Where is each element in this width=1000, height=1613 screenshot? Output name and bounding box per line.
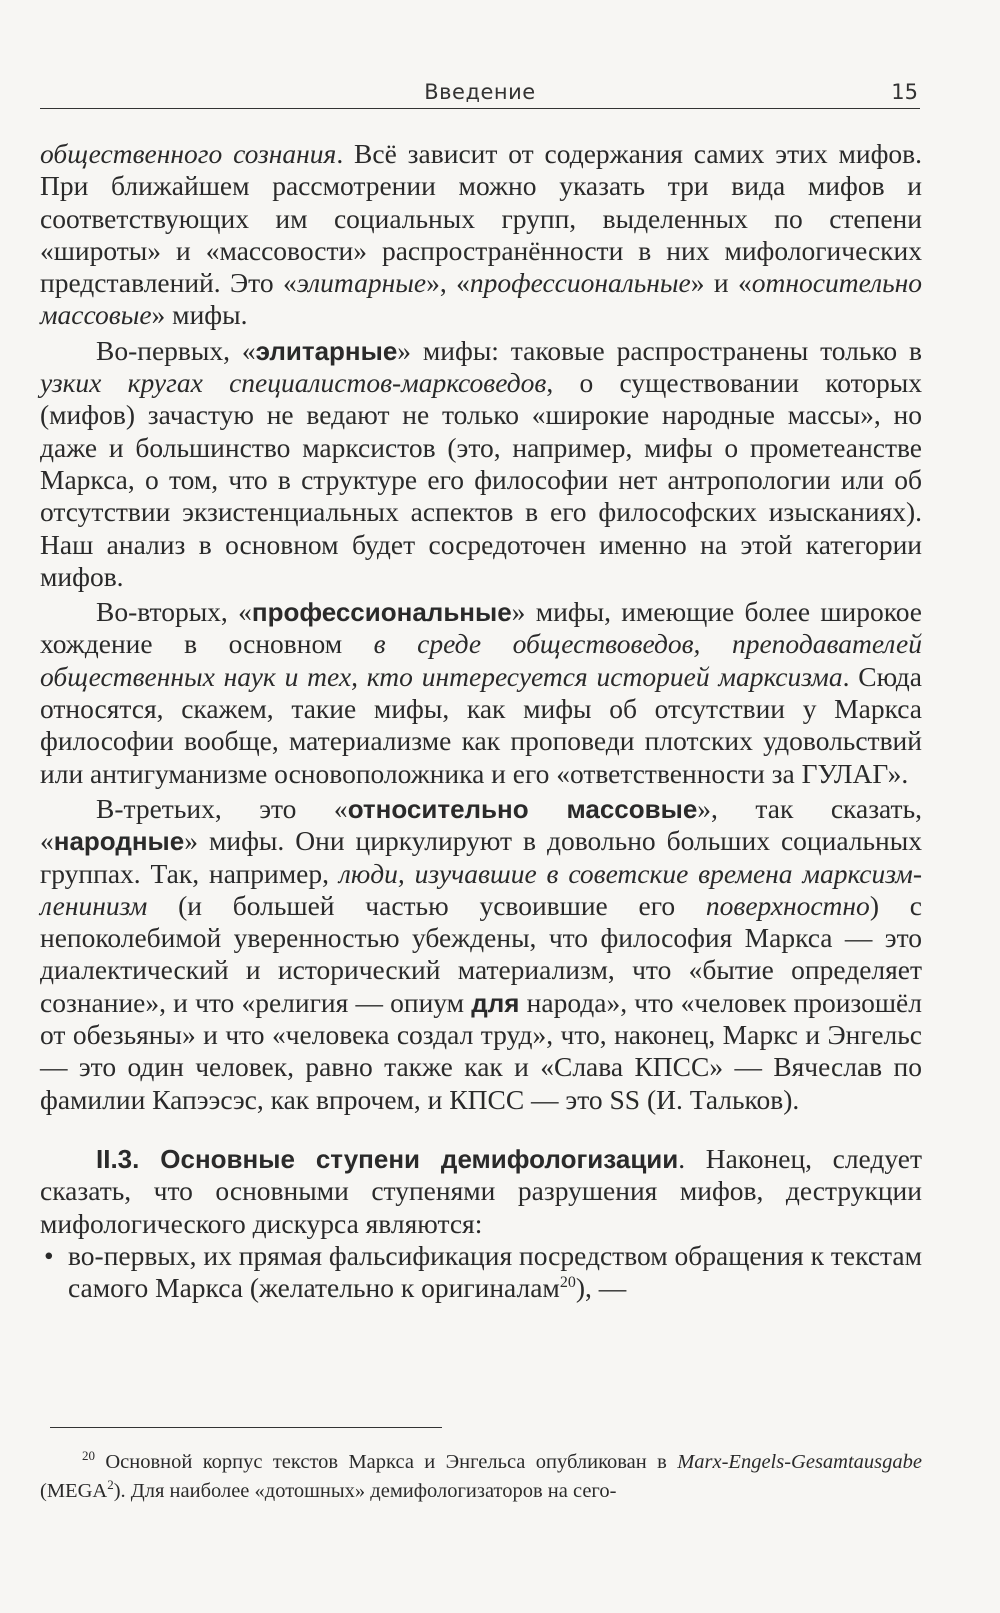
footnote-divider bbox=[50, 1427, 442, 1428]
text: » мифы. bbox=[151, 299, 248, 331]
footnote bbox=[40, 1448, 922, 1506]
text: » мифы, имеющие более широкое хождение в основном bbox=[40, 596, 923, 660]
bold-term: элитарные bbox=[255, 335, 398, 366]
text: » мифы: таковые распространены только в bbox=[397, 334, 922, 366]
bullet-icon: • bbox=[44, 1239, 54, 1271]
text: », « bbox=[426, 267, 470, 299]
text: . Наконец, следует сказать, что основными ступенями разрушения мифов, деструкции мифологического дискурса являются: bbox=[40, 1142, 923, 1239]
text: . Сюда относятся, скажем, такие мифы, как мифы об отсутствии у Маркса философии вообще, материализме как проповеди плотских удовольствий или антигуманизме основоположника и его «ответственности за ГУЛАГ». bbox=[40, 660, 922, 789]
bold-term: для bbox=[471, 987, 520, 1018]
emphasis: поверхностно bbox=[705, 889, 870, 921]
bold-term: профессиональные bbox=[251, 597, 512, 628]
emphasis: общественного сознания bbox=[40, 138, 337, 169]
text: ), — bbox=[575, 1272, 627, 1304]
text: Основной корпус текстов Маркса и Энгельса опубликован в bbox=[95, 1451, 678, 1473]
emphasis: в среде обществоведов, преподавателей общественных наук и тех, кто интересуется историей марксизма bbox=[40, 628, 922, 692]
footnote-text bbox=[40, 1448, 922, 1506]
emphasis: элитарные bbox=[296, 267, 427, 299]
main-text bbox=[40, 138, 922, 1304]
superscript: 2 bbox=[107, 1477, 114, 1492]
paragraph-elite-myths bbox=[40, 335, 922, 593]
text: » и « bbox=[690, 267, 752, 299]
text: , о существовании которых (мифов) зачастую не ведают не только «широкие народные массы», но даже и большинство марксистов (это, например, мифы о прометеанстве Маркса, о том, что в структуре его философии нет антропологии или об отсутствии экзистенциальных аспектов в его философских изысканиях). Наш анализ в основном будет сосредоточен именно на этой категории мифов. bbox=[40, 367, 922, 592]
footnote-number: 20 bbox=[82, 1448, 95, 1463]
steps-list bbox=[40, 1240, 922, 1305]
paragraph-myth-types bbox=[40, 138, 922, 332]
bold-term: народные bbox=[53, 826, 185, 857]
page-number: 15 bbox=[891, 80, 918, 104]
emphasis: Marx-Engels-Gesamtausgabe bbox=[677, 1451, 922, 1473]
text: во-первых, их прямая фальсификация посредством обращения к текстам самого Маркса (желательно к оригиналам bbox=[68, 1239, 922, 1304]
emphasis: профессиональные bbox=[469, 267, 691, 299]
emphasis: относительно массовые bbox=[40, 267, 923, 331]
text: народа», что «человек произошёл от обезьяны» и что «человека создал труд», что, наконец, Маркс и Энгельс — это один человек, равно также как и «Слава КПСС» — Вячеслав по фамилии Капээсэс, как впрочем, и КПСС — это SS (И. Тальков). bbox=[40, 986, 922, 1115]
chapter-title: Введение bbox=[424, 80, 536, 104]
text: Во-первых, « bbox=[96, 334, 256, 366]
paragraph-mass-myths bbox=[40, 793, 922, 1116]
bold-term: относительно массовые bbox=[347, 793, 698, 824]
list-item bbox=[40, 1240, 922, 1305]
text: ). Для наиболее «дотошных» демифологизаторов на сего- bbox=[113, 1480, 617, 1502]
footnote-ref[interactable]: 20 bbox=[559, 1274, 576, 1292]
text: (и большей частью усвоившие его bbox=[147, 889, 706, 921]
emphasis: люди, изучавшие в советские времена марксизм-ленинизм bbox=[40, 857, 922, 921]
section-heading: II.3. Основные ступени демифологизации bbox=[96, 1143, 679, 1174]
paragraph-section-heading bbox=[40, 1143, 922, 1240]
text: . Всё зависит от содержания самих этих мифов. При ближайшем рассмотрении можно указать три вида мифов и соответствующих им социальных групп, выделенных по степени «широты» и «массовости» распространённости в них мифологических представлений. Это « bbox=[40, 138, 922, 299]
text: (MEGA bbox=[40, 1480, 108, 1502]
text: », так сказать, « bbox=[40, 792, 922, 857]
paragraph-professional-myths bbox=[40, 596, 922, 790]
text: Во-вторых, « bbox=[96, 596, 252, 628]
text: » мифы. Они циркулируют в довольно больших социальных группах. Так, например, bbox=[40, 825, 922, 889]
running-header bbox=[40, 74, 920, 109]
emphasis: узких кругах специалистов-марксоведов bbox=[40, 367, 547, 399]
text: В-третьих, это « bbox=[96, 792, 348, 824]
text: ) с непоколебимой уверенностью убеждены, что философия Маркса — это диалектический и исторический материализм, что «бытие определяет сознание», и что «религия — опиум bbox=[40, 889, 922, 1018]
